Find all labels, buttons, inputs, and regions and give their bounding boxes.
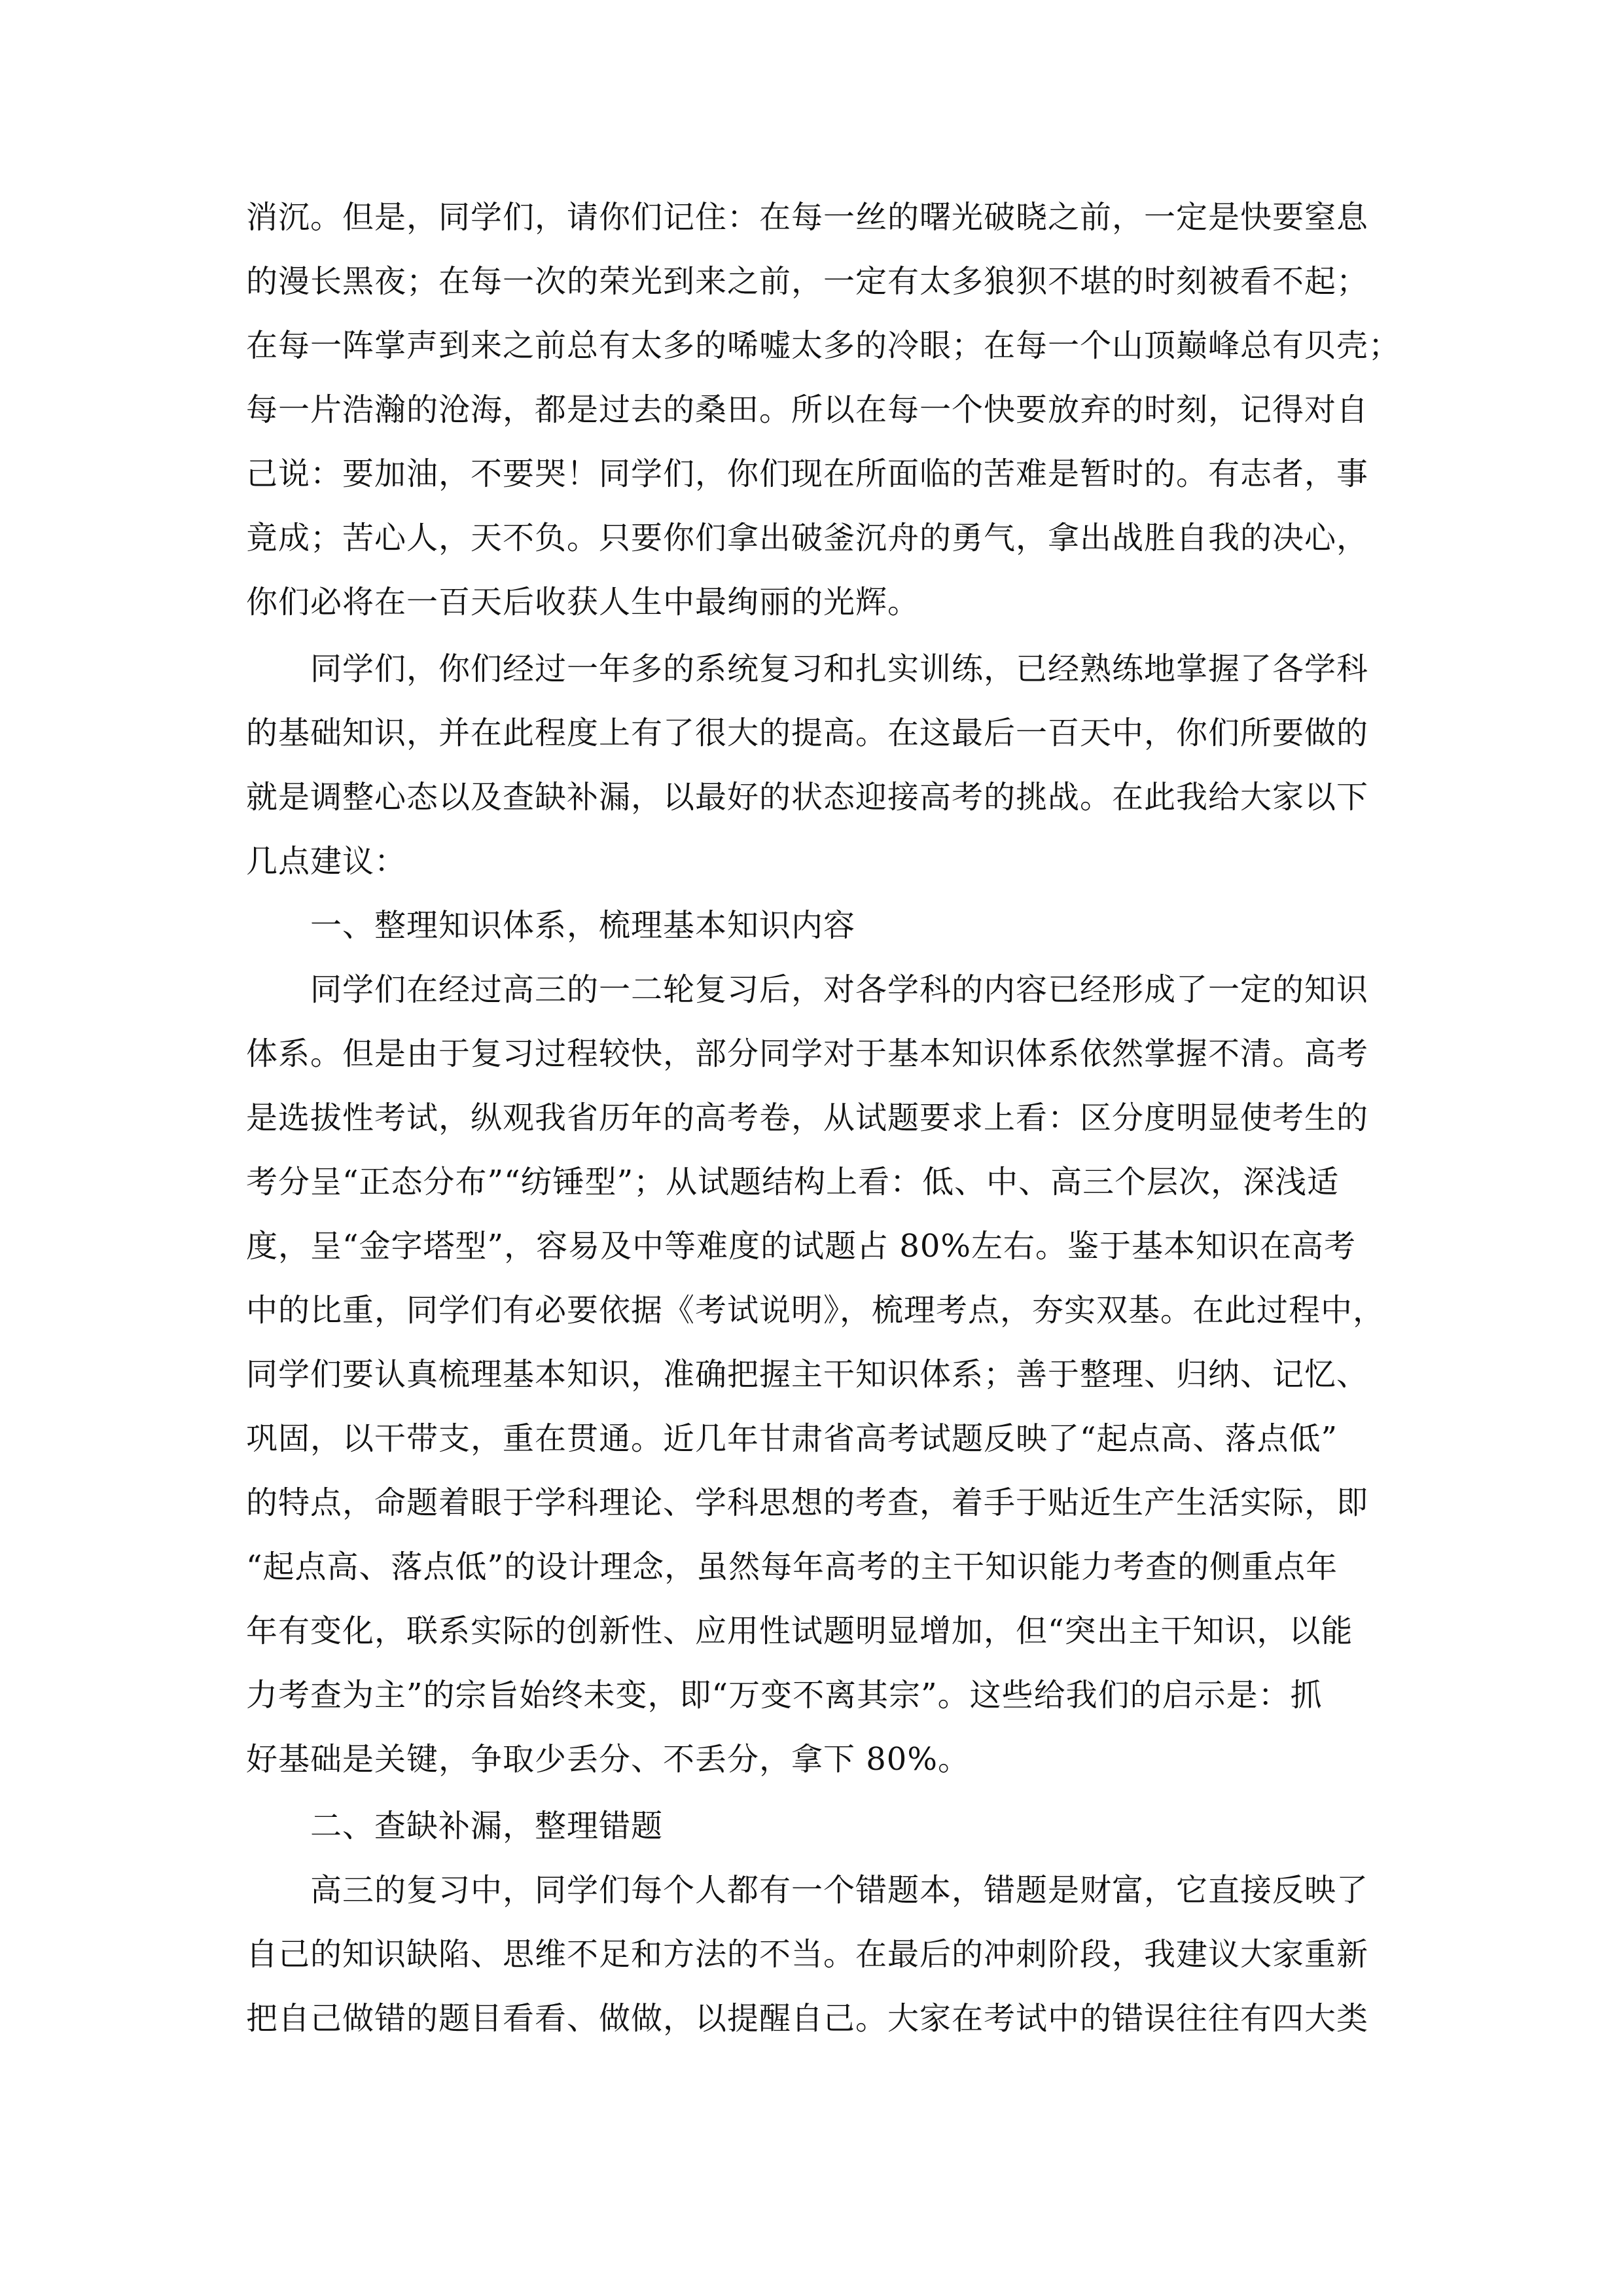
text-line: 竟成；苦心人，天不负。只要你们拿出破釜沉舟的勇气，拿出战胜自我的决心， xyxy=(246,520,1369,556)
text-line: 同学们在经过高三的一二轮复习后，对各学科的内容已经形成了一定的知识 xyxy=(310,971,1369,1008)
text-line: 己说：要加油，不要哭！同学们，你们现在所面临的苦难是暂时的。有志者，事 xyxy=(246,456,1369,492)
text-line: 好基础是关键，争取少丢分、不丢分，拿下 80%。 xyxy=(246,1741,970,1778)
text-line: 就是调整心态以及查缺补漏，以最好的状态迎接高考的挑战。在此我给大家以下 xyxy=(246,779,1369,816)
text-line: 同学们，你们经过一年多的系统复习和扎实训练，已经熟练地掌握了各学科 xyxy=(310,651,1369,687)
text-line: 二、查缺补漏，整理错题 xyxy=(310,1808,664,1844)
text-line: 的特点，命题着眼于学科理论、学科思想的考查，着手于贴近生产生活实际，即 xyxy=(246,1484,1369,1521)
text-line: 自己的知识缺陷、思维不足和方法的不当。在最后的冲刺阶段，我建议大家重新 xyxy=(246,1936,1369,1973)
text-line: 巩固，以干带支，重在贯通。近几年甘肃省高考试题反映了“起点高、落点低” xyxy=(246,1420,1338,1457)
text-line: 同学们要认真梳理基本知识，准确把握主干知识体系；善于整理、归纳、记忆、 xyxy=(246,1356,1369,1393)
text-line: 高三的复习中，同学们每个人都有一个错题本，错题是财富，它直接反映了 xyxy=(310,1872,1369,1909)
text-line: 你们必将在一百天后收获人生中最绚丽的光辉。 xyxy=(246,584,920,620)
text-line: “起点高、落点低”的设计理念，虽然每年高考的主干知识能力考查的侧重点年 xyxy=(246,1549,1338,1585)
text-line: 的漫长黑夜；在每一次的荣光到来之前，一定有太多狼狈不堪的时刻被看不起； xyxy=(246,263,1369,300)
text-line: 体系。但是由于复习过程较快，部分同学对于基本知识体系依然掌握不清。高考 xyxy=(246,1035,1369,1072)
text-line: 消沉。但是，同学们，请你们记住：在每一丝的曙光破晓之前，一定是快要窒息 xyxy=(246,199,1369,236)
text-line: 的基础知识，并在此程度上有了很大的提高。在这最后一百天中，你们所要做的 xyxy=(246,715,1369,751)
text-line: 把自己做错的题目看看、做做，以提醒自己。大家在考试中的错误往往有四大类 xyxy=(246,2000,1369,2037)
text-line: 力考查为主”的宗旨始终未变，即“万变不离其宗”。这些给我们的启示是：抓 xyxy=(246,1677,1323,1713)
text-line: 度，呈“金字塔型”，容易及中等难度的试题占 80%左右。鉴于基本知识在高考 xyxy=(246,1228,1357,1265)
text-line: 考分呈“正态分布”“纺锤型”；从试题结构上看：低、中、高三个层次，深浅适 xyxy=(246,1164,1340,1200)
text-line: 一、整理知识体系，梳理基本知识内容 xyxy=(310,907,856,944)
text-line: 年有变化，联系实际的创新性、应用性试题明显增加，但“突出主干知识，以能 xyxy=(246,1613,1353,1649)
text-line: 几点建议： xyxy=(246,843,407,880)
text-line: 是选拔性考试，纵观我省历年的高考卷，从试题要求上看：区分度明显使考生的 xyxy=(246,1100,1369,1136)
text-line: 每一片浩瀚的沧海，都是过去的桑田。所以在每一个快要放弃的时刻，记得对自 xyxy=(246,391,1369,428)
text-line: 在每一阵掌声到来之前总有太多的唏嘘太多的冷眼；在每一个山顶巅峰总有贝壳； xyxy=(246,327,1401,364)
text-line: 中的比重，同学们有必要依据《考试说明》，梳理考点，夯实双基。在此过程中， xyxy=(246,1292,1385,1329)
